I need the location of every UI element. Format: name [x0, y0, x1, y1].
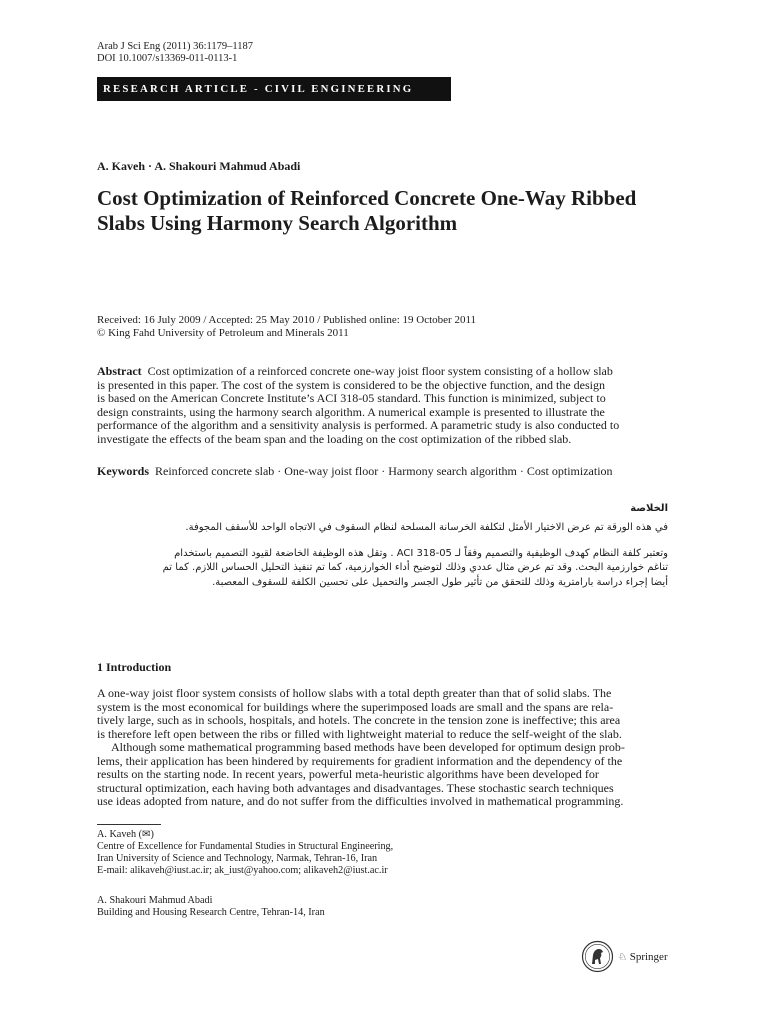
footnote-divider [97, 824, 161, 825]
paper-title [97, 186, 697, 236]
publisher-label: Springer [629, 951, 668, 963]
publisher-name [618, 951, 668, 963]
abstract-line: investigate the effects of the beam span and the loading on the cost optimization of the ribbed slab. [97, 431, 572, 446]
intro-line: A one-way joist floor system consists of hollow slabs with a total depth greater than that of solid slabs. The [97, 686, 612, 700]
keywords-label: Keywords [97, 464, 149, 478]
author-affiliation: Iran University of Science and Technology, Narmak, Tehran-16, Iran [97, 853, 378, 864]
abstract-label: Abstract [97, 364, 142, 378]
intro-line: lems, their application has been hindered by requirements for gradient information and the dependency of the [97, 753, 623, 768]
arabic-abstract-line: تناغم خوارزمية البحث. وقد تم عرض مثال عددي وذلك لتوضيح أداء الخوارزمية، كما تم تنفيذ التحليل الحساس اللازم. كما تم [162, 562, 668, 573]
title-line-2: Slabs Using Harmony Search Algorithm [97, 211, 458, 235]
abstract-line: performance of the algorithm and a sensitivity analysis is performed. A parametric study is also conducted to [97, 418, 620, 432]
introduction-body [97, 687, 669, 809]
section-heading-introduction: 1 Introduction [97, 660, 172, 674]
intro-line: is therefore left open between the ribs or filled with lightweight material to reduce the self-weight of the slab. [97, 726, 622, 741]
journal-reference: Arab J Sci Eng (2011) 36:1179–1187 [97, 41, 254, 52]
arabic-abstract-heading: الخلاصة [630, 503, 668, 514]
intro-line: results on the starting node. In recent years, powerful meta-heuristic algorithms have been developed for [97, 767, 599, 781]
author-affiliation: Centre of Excellence for Fundamental Studies in Structural Engineering, [97, 841, 394, 852]
intro-line: structural optimization, each having both advantages and disadvantages. These stochastic search techniques [97, 780, 614, 795]
abstract-line: design constraints, using the harmony search algorithm. A numerical example is presented to illustrate the [97, 404, 605, 419]
second-author-name: A. Shakouri Mahmud Abadi [97, 895, 213, 906]
arabic-abstract-paragraph-1: في هذه الورقة تم عرض الاختيار الأمثل لتكلفة الخرسانة المسلحة لنظام السقوف في الاتجاه الواحد للأسقف المجوفة. [185, 522, 668, 533]
article-type-banner: RESEARCH ARTICLE - CIVIL ENGINEERING [97, 77, 451, 101]
intro-line: tively large, such as in schools, hospitals, and hotels. The concrete in the tension zone is ineffective; this area [97, 713, 621, 727]
arabic-abstract-line: وتعتبر كلفة النظام كهدف الوظيفية والتصميم وفقاً لـ ACI 318-05 . وتقل هذه الوظيفة الخاضعة لقيود التصميم باستخدام [174, 548, 668, 559]
doi-link[interactable]: DOI 10.1007/s13369-011-0113-1 [97, 53, 238, 64]
intro-line: Although some mathematical programming based methods have been developed for optimum design prob- [111, 740, 625, 754]
author-affiliation: Building and Housing Research Centre, Tehran-14, Iran [97, 907, 325, 918]
title-line-1: Cost Optimization of Reinforced Concrete One-Way Ribbed [97, 186, 637, 210]
intro-line: use ideas adopted from nature, and do not suffer from the difficulties involved in mathematical programming. [97, 794, 624, 808]
keywords-section [97, 464, 613, 479]
arabic-abstract-line: أيضا إجراء دراسة بارامترية وذلك للتحقق من تأثير طول الجسر والتحميل على تحسين الكلفة للسقوف المعصبة. [212, 577, 668, 588]
springer-horse-icon [581, 940, 614, 973]
author-email[interactable]: E-mail: alikaveh@iust.ac.ir; ak_iust@yahoo.com; alikaveh2@iust.ac.ir [97, 865, 388, 876]
abstract-text: Cost optimization of a reinforced concrete one-way joist floor system consisting of a hollow slab [147, 364, 613, 378]
corresponding-author-name: A. Kaveh (✉) [97, 829, 154, 840]
abstract-section [97, 365, 669, 446]
keywords-text: Reinforced concrete slab · One-way joist floor · Harmony search algorithm · Cost optimization [155, 464, 613, 478]
publication-dates: Received: 16 July 2009 / Accepted: 25 May 2010 / Published online: 19 October 2011 [97, 314, 477, 326]
springer-mark-icon: ♘ [618, 952, 627, 963]
author-list: A. Kaveh · A. Shakouri Mahmud Abadi [97, 159, 301, 173]
intro-line: system is the most economical for buildings where the superimposed loads are small and the spans are rela- [97, 699, 614, 714]
copyright-notice: © King Fahd University of Petroleum and Minerals 2011 [97, 327, 349, 339]
abstract-line: is based on the American Concrete Institute’s ACI 318-05 standard. This function is minimized, subject to [97, 391, 606, 405]
abstract-line: is presented in this paper. The cost of the system is considered to be the objective function, and the design [97, 377, 605, 392]
abstract-line [97, 365, 669, 379]
